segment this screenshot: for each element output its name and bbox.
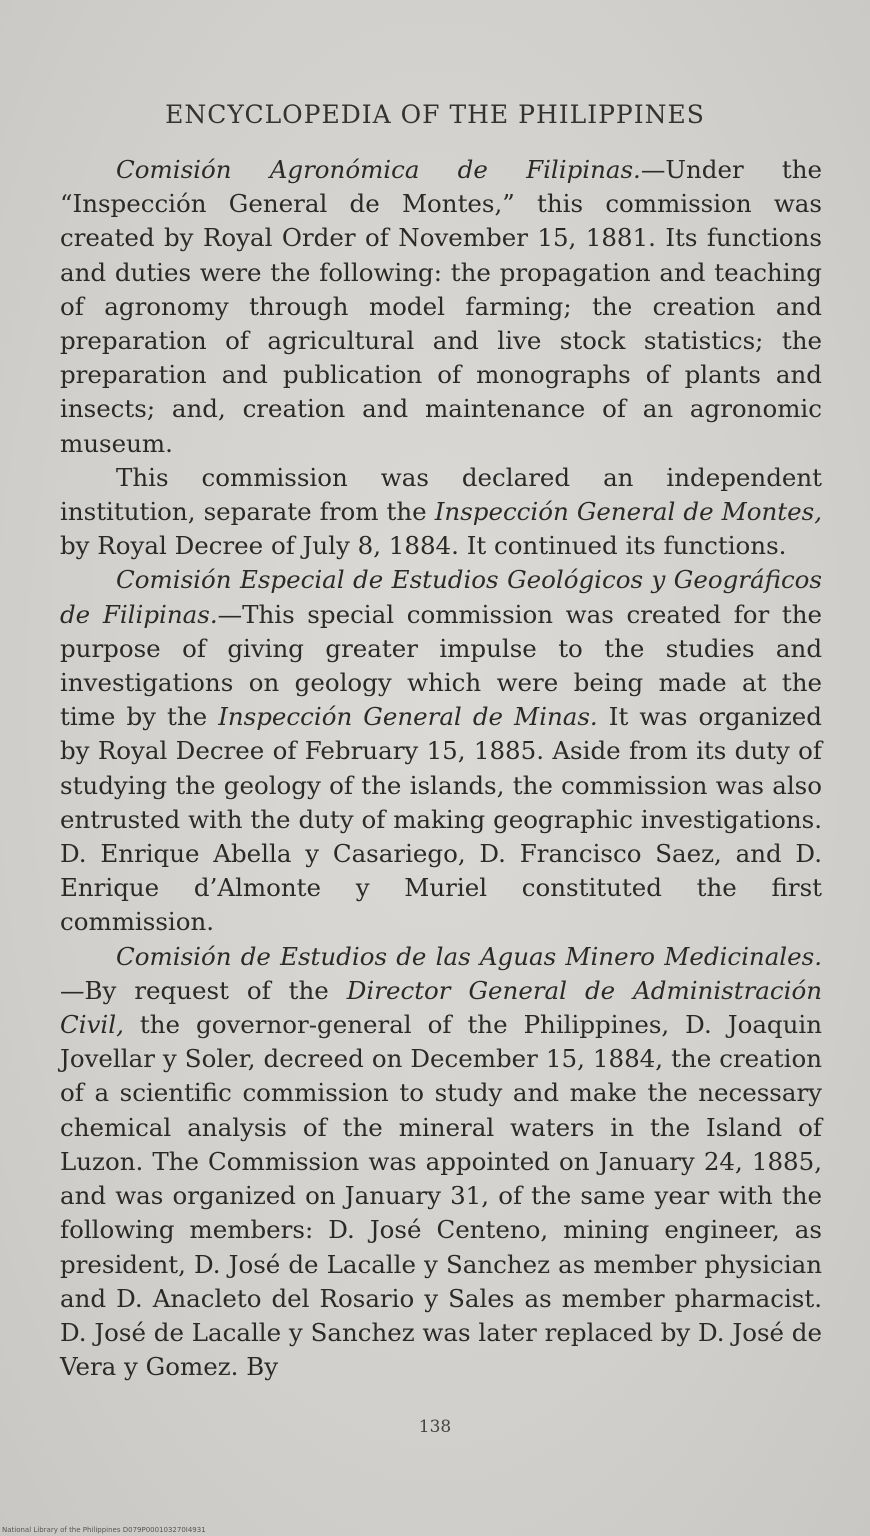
entry-heading: Comisión de Estudios de las Aguas Minero Medicinales. [116,941,822,971]
paragraph-text: the governor-general of the Philippines, D. Joaquin Jovellar y Soler, decreed on December 15, 1884, the creation of a scientific commission to study and make the necessary chemical analysis of the mineral waters in the Island of Luzon. The Commission was appointed on January 24, 1885, and was organized on January 31, of the same year with the following members: D. José Centeno, mining engineer, as president, D. José de Lacalle y Sanchez as member physician and D. Anacleto del Rosario y Sales as member pharmacist. D. José de Lacalle y Sanchez was later replaced by D. José de Vera y Gomez. By [60,1010,822,1382]
paragraph-comision-geologicos [60,563,822,939]
paragraph-text: —By request of the [60,975,347,1005]
paragraph-text: by Royal Decree of July 8, 1884. It continued its functions. [60,531,787,561]
page-number: 138 [418,1417,452,1437]
italic-text: Director General de Administración Civil, [60,975,822,1040]
entry-heading: Comisión Agronómica de Filipinas. [116,155,641,184]
paragraph-text: It was organized by Royal Decree of February 15, 1885. Aside from its duty of studying the geology of the islands, the commission was also entrusted with the duty of making geographic investigations. D. Enrique Abella y Casariego, D. Francisco Saez, and D. Enrique d’Almonte y Muriel constituted the first commission. [60,702,822,937]
paragraph-text: This commission was declared an independent institution, separate from the [60,462,822,527]
body-text [60,153,822,1384]
running-header: ENCYCLOPEDIA OF THE PHILIPPINES [165,100,705,129]
archive-footer: National Library of the Philippines D079P000103270I4931 [2,1526,206,1534]
entry-heading: Comisión Especial de Estudios Geológicos y Geográficos de Filipinas. [60,565,822,629]
italic-text: Inspección General de Minas. [218,702,598,732]
paragraph-comision-agronomica [60,153,822,461]
paragraph-text: —This special commission was created for the purpose of giving greater impulse to the studies and investigations on geology which were being made at the time by the [60,599,822,732]
paragraph-comision-aguas [60,940,822,1385]
italic-text: Inspección General de Montes, [434,497,823,527]
paragraph-text: —Under the “Inspección General de Montes,” this commission was created by Royal Order of November 15, 1881. Its functions and duties were the following: the propagation and teaching of agronomy through model farming; the creation and preparation of agricultural and live stock statistics; the preparation and publication of monographs of plants and insects; and, creation and maintenance of an agronomic museum. [60,155,822,458]
paragraph-independent-institution [60,461,822,564]
